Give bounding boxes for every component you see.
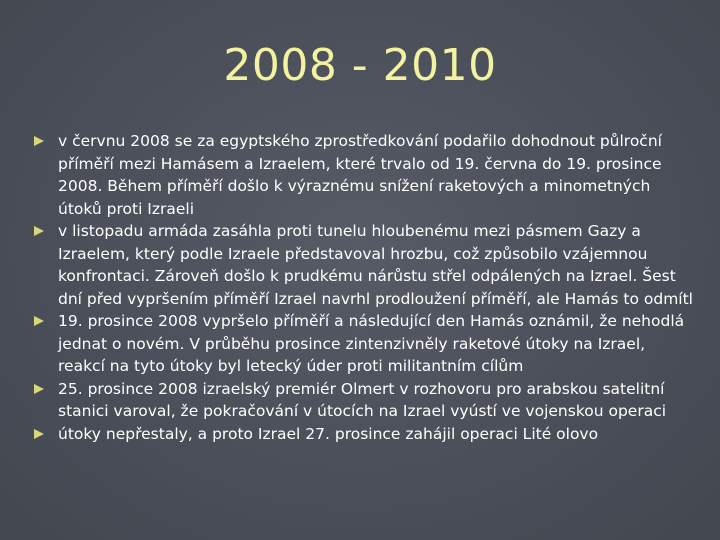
bullet-arrow-icon [34, 429, 44, 439]
bullet-item [34, 130, 694, 220]
bullet-text: útoky nepřestaly, a proto Izrael 27. prosince zahájil operaci Lité olovo [58, 424, 599, 443]
bullet-text: 19. prosince 2008 vypršelo příměří a následující den Hamás oznámil, že nehodlá jednat o novém. V průběhu prosince zintenzivněly raketové útoky na Izrael, reakcí na tyto útoky byl letecký úder proti militantním cílům [58, 312, 685, 375]
bullet-text: v listopadu armáda zasáhla proti tunelu hloubenému mezi pásmem Gazy a Izraelem, který podle Izraele představoval hrozbu, což způsobilo vzájemnou konfrontaci. Zároveň došlo k prudkému nárůstu střel odpálených na Izrael. Šest dní před vypršením příměří Izrael navrhl prodloužení příměří, ale Hamás to odmítl [58, 222, 693, 308]
bullet-text: v červnu 2008 se za egyptského zprostředkování podařilo dohodnout půlroční příměří mezi Hamásem a Izraelem, které trvalo od 19. června do 19. prosince 2008. Během příměří došlo k výraznému snížení raketových a minometných útoků proti Izraeli [58, 132, 662, 218]
bullet-list [34, 130, 694, 445]
bullet-item [34, 423, 694, 446]
bullet-arrow-icon [34, 384, 44, 394]
bullet-item [34, 378, 694, 423]
bullet-arrow-icon [34, 226, 44, 236]
bullet-item [34, 220, 694, 310]
bullet-arrow-icon [34, 136, 44, 146]
bullet-item [34, 310, 694, 378]
bullet-text: 25. prosince 2008 izraelský premiér Olmert v rozhovoru pro arabskou satelitní stanici varoval, že pokračování v útocích na Izrael vyústí ve vojenskou operaci [58, 379, 667, 420]
slide-title: 2008 - 2010 [223, 40, 497, 91]
bullet-arrow-icon [34, 316, 44, 326]
